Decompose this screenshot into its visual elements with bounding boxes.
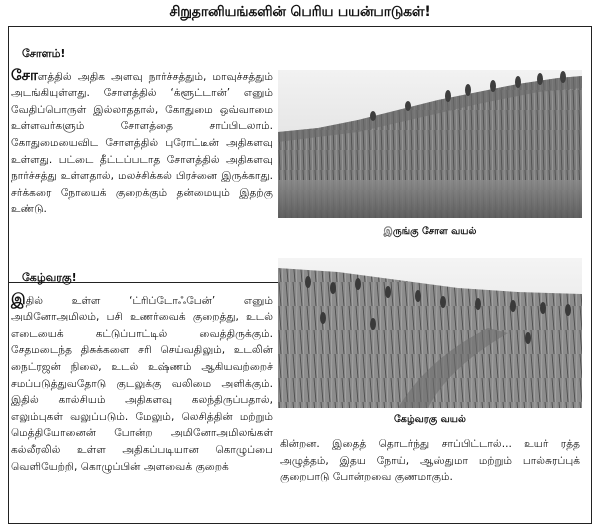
sorghum-field-image — [278, 70, 582, 218]
sorghum-body — [11, 67, 273, 218]
ragi-field-image — [278, 258, 582, 408]
article-title: சிறுதானியங்களின் பெரிய பயன்பாடுகள்! — [169, 4, 431, 20]
section-sorghum — [11, 46, 273, 218]
ragi-text: தில் உள்ள ‘ட்ரிப்டோஃபேன்’ எனும் அமினோஅமிலம், பசி உணர்வைக் குறைத்து, உடல் எடையைக் கட்டுப்பாட்டில் வைத்திருக்கும். சேதமடைந்த திசுக்களை சரி செய்வதிலும், உடலின் நைட்ரஜன் நிலை, உடல் உஷ்ணம் ஆகியவற்றைச் சமப்படுத்துவதோடு குடலுக்கு வலிமை அளிக்கும். இதில் கால்சியம் அதிகளவு கலந்திருப்பதால், எலும்புகள் வலுப்படும். மேலும், லெசித்தின் மற்றும் மெத்தியோனைன் போன்ற அமினோஅமிலங்கள் கல்லீரலில் உள்ள அதிகப்படியான கொழுப்பை வெளியேற்றி, கொழுப்பின் அளவைக் குறைக் — [11, 294, 273, 473]
section-ragi — [11, 270, 273, 475]
ragi-field-photo — [278, 258, 582, 408]
sorghum-photo-caption: இருங்கு சோள வயல் — [383, 226, 477, 237]
sorghum-heading: சோளம்! — [22, 47, 66, 60]
ragi-heading: கேழ்வரகு! — [22, 271, 77, 284]
sorghum-text: ளத்தில் அதிக அளவு நார்ச்சத்தும், மாவுச்சத்தும் அடங்கியுள்ளது. சோளத்தில் ‘க்ளூட்டான்’ எனும் வேதிப்பொருள் இல்லாததால், கோதுமை ஒவ்வாமை உள்ளவர்களும் சோளத்தை சாப்பிடலாம். கோதுமையைவிட சோளத்தில் புரோட்டீன் அதிகளவு உள்ளது. பட்டை தீட்டப்படாத சோளத்தில் அதிகளவு நார்ச்சத்து உள்ளதால், மலச்சிக்கல் பிரச்னை இருக்காது. சர்க்கரை நோயைக் குறைக்கும் தன்மையும் இதற்கு உண்டு. — [11, 70, 273, 216]
ragi-photo-caption: கேழ்வரகு வயல் — [394, 414, 466, 425]
sorghum-field-photo — [278, 70, 582, 218]
ragi-dropcap: இ — [11, 289, 26, 308]
ragi-body — [11, 291, 273, 476]
sorghum-dropcap: சோ — [11, 65, 38, 84]
ragi-continuation: கின்றன. இதைத் தொடர்ந்து சாப்பிட்டால்... உயர் ரத்த அழுத்தம், இதய நோய், ஆஸ்துமா மற்றும் பால்சுரப்புக் குறைபாடு போன்றவை குணமாகும். — [280, 438, 580, 484]
